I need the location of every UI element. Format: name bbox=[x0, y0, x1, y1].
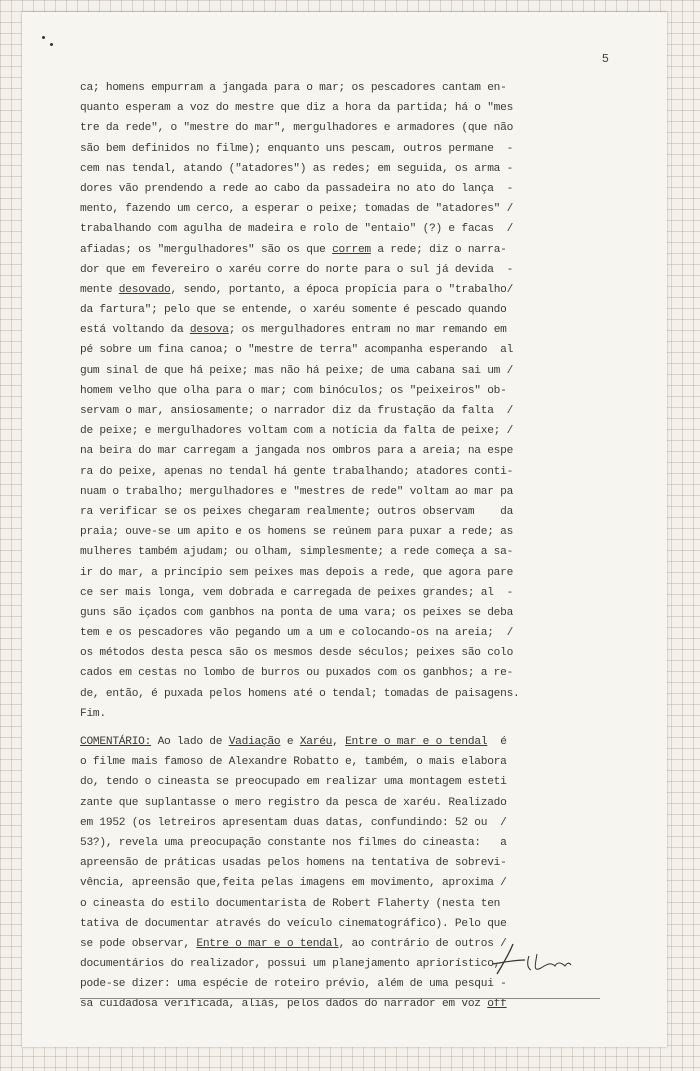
text-fragment: mente bbox=[80, 283, 119, 296]
text-fragment: está voltando da bbox=[80, 324, 190, 337]
text-line bbox=[80, 280, 600, 300]
text-line: nuam o trabalho; mergulhadores e "mestres de rede" voltam ao mar pa bbox=[80, 485, 514, 498]
text-line: são bem definidos no filme); enquanto uns pescam, outros permane - bbox=[80, 142, 514, 155]
text-line: o filme mais famoso de Alexandre Robatto e, também, o mais elabora bbox=[80, 756, 507, 769]
text-fragment: a rede; diz o narra- bbox=[370, 243, 507, 256]
text-line: dor que em fevereiro o xaréu corre do norte para o sul já devida - bbox=[80, 263, 514, 276]
text-line: pé sobre um fina canoa; o "mestre de terra" acompanha esperando al bbox=[80, 344, 514, 357]
text-line: zante que suplantasse o mero registro da pesca de xaréu. Realizado bbox=[80, 796, 507, 809]
text-line: vência, apreensão que,feita pelas imagens em movimento, aproxima / bbox=[80, 877, 507, 890]
punch-marks bbox=[40, 32, 60, 52]
text-line: mulheres também ajudam; ou olham, simplesmente; a rede começa a sa- bbox=[80, 546, 514, 559]
page-number: 5 bbox=[601, 52, 609, 66]
typed-text-body bbox=[80, 78, 600, 1015]
text-line: ce ser mais longa, vem dobrada e carregada de peixes grandes; al - bbox=[80, 586, 514, 599]
text-line: de, então, é puxada pelos homens até o tendal; tomadas de paisagens. bbox=[80, 687, 520, 700]
text-line: trabalhando com agulha de madeira e rolo de "entaio" (?) e facas / bbox=[80, 223, 514, 236]
text-line: documentários do realizador, possui um planejamento apriorístico, bbox=[80, 958, 501, 971]
text-line: mento, fazendo um cerco, a esperar o peixe; tomadas de "atadores" / bbox=[80, 203, 514, 216]
text-fragment: afiadas; os "mergulhadores" são os que bbox=[80, 243, 333, 256]
text-line: tativa de documentar através do veículo cinematográfico). Pelo que bbox=[80, 917, 507, 930]
footer-rule bbox=[80, 998, 600, 999]
text-line: do, tendo o cineasta se preocupado em realizar uma montagem esteti bbox=[80, 776, 507, 789]
text-line: em 1952 (os letreiros apresentam duas datas, confundindo: 52 ou / bbox=[80, 816, 507, 829]
text-fragment: , sendo, portanto, a época propícia para o "trabalho/ bbox=[170, 283, 514, 296]
text-fragment: ; os mergulhadores entram no mar remando em bbox=[228, 324, 507, 337]
handwritten-signature bbox=[485, 940, 575, 980]
text-line: tem e os pescadores vão pegando um a um e colocando-os na areia; / bbox=[80, 627, 514, 640]
underlined-word: off bbox=[487, 998, 507, 1011]
text-line: na beira do mar carregam a jangada nos ombros para a areia; na espe bbox=[80, 445, 514, 458]
text-fragment: , ao contrário de outros / bbox=[338, 937, 507, 950]
film-title: Vadiação bbox=[228, 736, 281, 748]
text-line: gum sinal de que há peixe; mas não há peixe; de uma cabana sai um / bbox=[80, 364, 514, 377]
film-title: Xaréu bbox=[299, 736, 333, 748]
underlined-word: desovado bbox=[118, 283, 171, 296]
text-line: de peixe; e mergulhadores voltam com a notícia da falta de peixe; / bbox=[80, 425, 514, 438]
comment-label: COMENTÁRIO: bbox=[80, 736, 152, 748]
text-line: servam o mar, ansiosamente; o narrador diz da frustação da falta / bbox=[80, 405, 514, 417]
text-line: 53?), revela uma preocupação constante nos filmes do cineasta: a bbox=[80, 836, 507, 849]
text-fragment: , bbox=[332, 736, 346, 748]
text-line: apreensão de práticas usadas pelos homens na tentativa de sobrevi- bbox=[80, 857, 507, 870]
text-line: guns são içados com ganbhos na ponta de uma vara; os peixes se deba bbox=[80, 606, 514, 619]
text-line: Fim. bbox=[80, 707, 106, 720]
text-line: ra verificar se os peixes chegaram realmente; outros observam da bbox=[80, 505, 514, 518]
text-line: dores vão prendendo a rede ao cabo da passadeira no ato do lança - bbox=[80, 182, 514, 195]
text-line bbox=[80, 240, 600, 260]
text-line: ra do peixe, apenas no tendal há gente trabalhando; atadores conti- bbox=[80, 465, 514, 478]
underlined-word: correm bbox=[332, 243, 371, 256]
text-fragment: e bbox=[280, 736, 300, 748]
text-line: ca; homens empurram a jangada para o mar; os pescadores cantam en- bbox=[80, 82, 507, 94]
text-line: quanto esperam a voz do mestre que diz a hora da partida; há o "mes bbox=[80, 102, 514, 115]
text-line: tre da rede", o "mestre do mar", mergulhadores e armadores (que não bbox=[80, 122, 514, 135]
text-line: cados em cestas no lombo de burros ou puxados com os ganbhos; a re- bbox=[80, 667, 514, 680]
text-line: os métodos desta pesca são os mesmos desde séculos; peixes são colo bbox=[80, 647, 514, 660]
text-fragment: Ao lado de bbox=[151, 736, 229, 748]
text-line: o cineasta do estilo documentarista de Robert Flaherty (nesta ten bbox=[80, 897, 501, 910]
text-line: pode-se dizer: uma espécie de roteiro prévio, além de uma pesqui - bbox=[80, 978, 507, 991]
text-line: ir do mar, a princípio sem peixes mas depois a rede, que agora pare bbox=[80, 566, 514, 579]
text-line bbox=[80, 320, 600, 340]
text-fragment: se pode observar, bbox=[80, 937, 197, 950]
text-fragment: é bbox=[487, 736, 507, 748]
underlined-word: desova bbox=[189, 324, 229, 337]
text-fragment: sa cuidadosa verificada, aliás, pelos dados do narrador em voz bbox=[80, 998, 488, 1011]
text-line: cem nas tendal, atando ("atadores") as redes; em seguida, os arma - bbox=[80, 162, 514, 175]
text-line: praia; ouve-se um apito e os homens se reúnem para puxar a rede; as bbox=[80, 526, 514, 539]
text-line: da fartura"; pelo que se entende, o xaréu somente é pescado quando bbox=[80, 304, 507, 317]
film-title: Entre o mar e o tendal bbox=[345, 736, 488, 748]
text-line: homem velho que olha para o mar; com binóculos; os "peixeiros" ob- bbox=[80, 384, 507, 397]
comment-first-line bbox=[80, 732, 600, 752]
film-title: Entre o mar e o tendal bbox=[196, 937, 339, 950]
